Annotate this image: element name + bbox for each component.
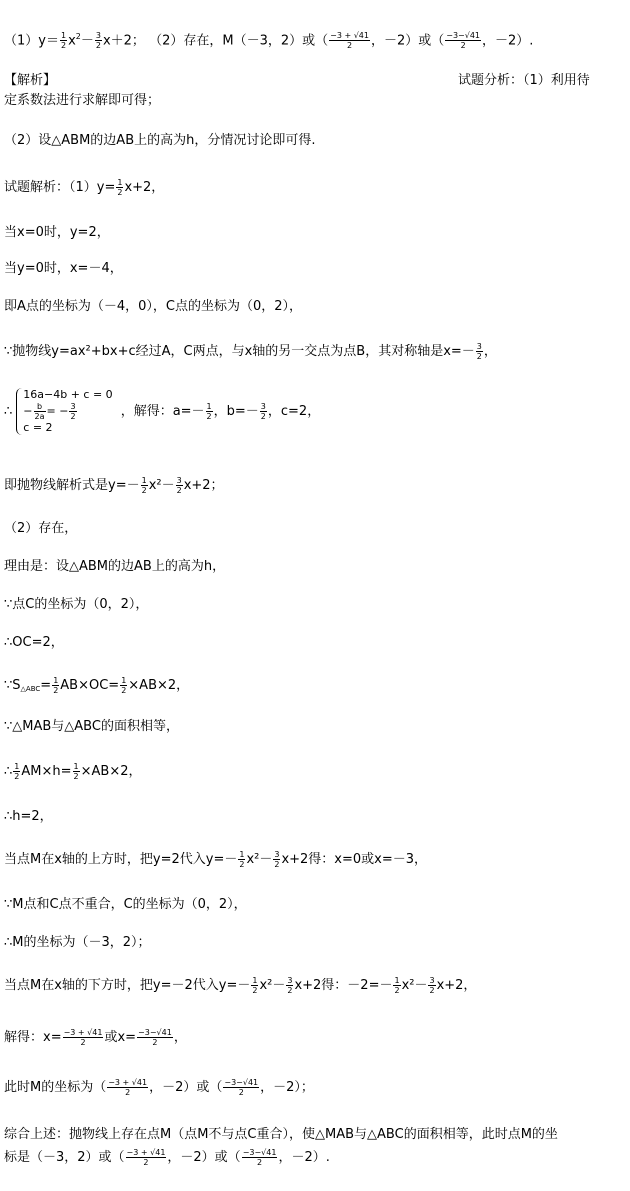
solution-line: 理由是：设△ABM的边AB上的高为h，: [4, 559, 226, 574]
solution-line: （2）存在，: [4, 521, 78, 536]
solution-line: ∴OC=2，: [4, 635, 64, 650]
solution-line: 解得：x= $\frac{-3 + √41}{2}$ 或x= $\frac{-3-√41}{2}$ ，: [4, 1028, 187, 1047]
fraction: $\frac{-3 + √41}{2}$: [330, 31, 369, 51]
solution-line: ∵抛物线y=ax²+bx+c经过A，C两点，与x轴的另一交点为点B，其对称轴是x=－ $\frac{3}{2}$ ，: [4, 342, 497, 361]
solution-line: 当点M在x轴的上方时，把y=2代入y=－ $\frac{1}{2}$ x²－ $\frac{3}{2}$ x+2得：x=0或x=－3，: [4, 850, 428, 869]
solution-line: 当点M在x轴的下方时，把y=－2代入y=－ $\frac{1}{2}$ x²－ $\frac{3}{2}$ x+2得：－2=－ $\frac{1}{2}$ x²－ $\frac{3}{2}$ x+2，: [4, 976, 477, 995]
solution-line: 当x=0时，y=2，: [4, 225, 110, 240]
solution-line: ∴ $\frac{1}{2}$ AM×h= $\frac{1}{2}$ ×AB×2，: [4, 762, 142, 781]
analysis-line2: 定系数法进行求解即可得；: [4, 93, 161, 108]
solution-line: $\because S_{\triangle ABC}=$ $\frac{1}{2}$ AB×OC= $\frac{1}{2}$ ×AB×2，: [4, 676, 190, 695]
solution-line: ∵△MAB与△ABC的面积相等，: [4, 719, 179, 734]
solution-line: 试题解析：（1）y= $\frac{1}{2}$ x+2，: [4, 178, 165, 197]
solution-line: ∴M的坐标为（－3，2）；: [4, 935, 151, 950]
fraction: $\frac{-3-√41}{2}$: [446, 31, 481, 51]
answer-part1-label: （1）y＝: [4, 33, 59, 49]
fraction: $\frac{3}{2}$: [95, 31, 101, 51]
solution-line: ∵点C的坐标为（0，2），: [4, 597, 149, 612]
fraction: $\frac{3}{2}$: [260, 402, 266, 421]
step-number: （2）: [4, 133, 39, 148]
solution-line: ∵M点和C点不重合，C的坐标为（0，2），: [4, 897, 247, 912]
answer-line: （1）y＝ $\frac{1}{2}$ $x^2-$ $\frac{3}{2}$ x＋2； （2）存在，M（－3，2）或（ $\frac{-3 + √41}{2}$ ，－2）或（ $\frac{-3-√41}{2}$ ，－2）.: [4, 31, 534, 51]
fraction: $\frac{1}{2}$: [117, 178, 123, 197]
analysis-heading: 【解析】: [4, 73, 57, 88]
solution-line: 此时M的坐标为（ $\frac{-3 + √41}{2}$ ，－2）或（ $\frac{-3-√41}{2}$ ，－2）；: [4, 1078, 314, 1097]
analysis-line3: （2）设△ABM的边AB上的高为h，分情况讨论即可得.: [4, 133, 316, 148]
fraction: $\frac{1}{2}$: [206, 402, 212, 421]
analysis-intro: 试题分析：（1）利用待: [458, 73, 590, 88]
equation-system-line: ∴ 16a−4b + c = 0 − $\frac{b}{2a}$ = − $\frac{3}{2}$ c = 2 ，解得：a=－ $\frac{1}{2}$ ，b=－ $\frac{3}{2}$ ，c=2，: [4, 388, 321, 434]
solution-line: 标是（－3，2）或（ $\frac{-3 + √41}{2}$ ，－2）或（ $\frac{-3-√41}{2}$ ，－2）.: [4, 1148, 330, 1167]
solution-line: 即抛物线解析式是y=－ $\frac{1}{2}$ x²－ $\frac{3}{2}$ x+2；: [4, 476, 224, 495]
fraction: $\frac{1}{2}$: [60, 31, 67, 51]
fraction: $\frac{3}{2}$: [476, 342, 482, 361]
equation-system: 16a−4b + c = 0 − $\frac{b}{2a}$ = − $\frac{3}{2}$ c = 2: [16, 388, 116, 435]
solution-line: 综合上述：抛物线上存在点M（点M不与点C重合），使△MAB与△ABC的面积相等，此时点M的坐: [4, 1127, 558, 1142]
solution-line: ∴h=2，: [4, 809, 53, 824]
answer-part2-label: （2）存在，M（－3，2）或（: [149, 33, 329, 49]
solution-line: 即A点的坐标为（－4，0），C点的坐标为（0，2），: [4, 299, 303, 314]
solution-line: 当y=0时，x=－4，: [4, 261, 123, 276]
